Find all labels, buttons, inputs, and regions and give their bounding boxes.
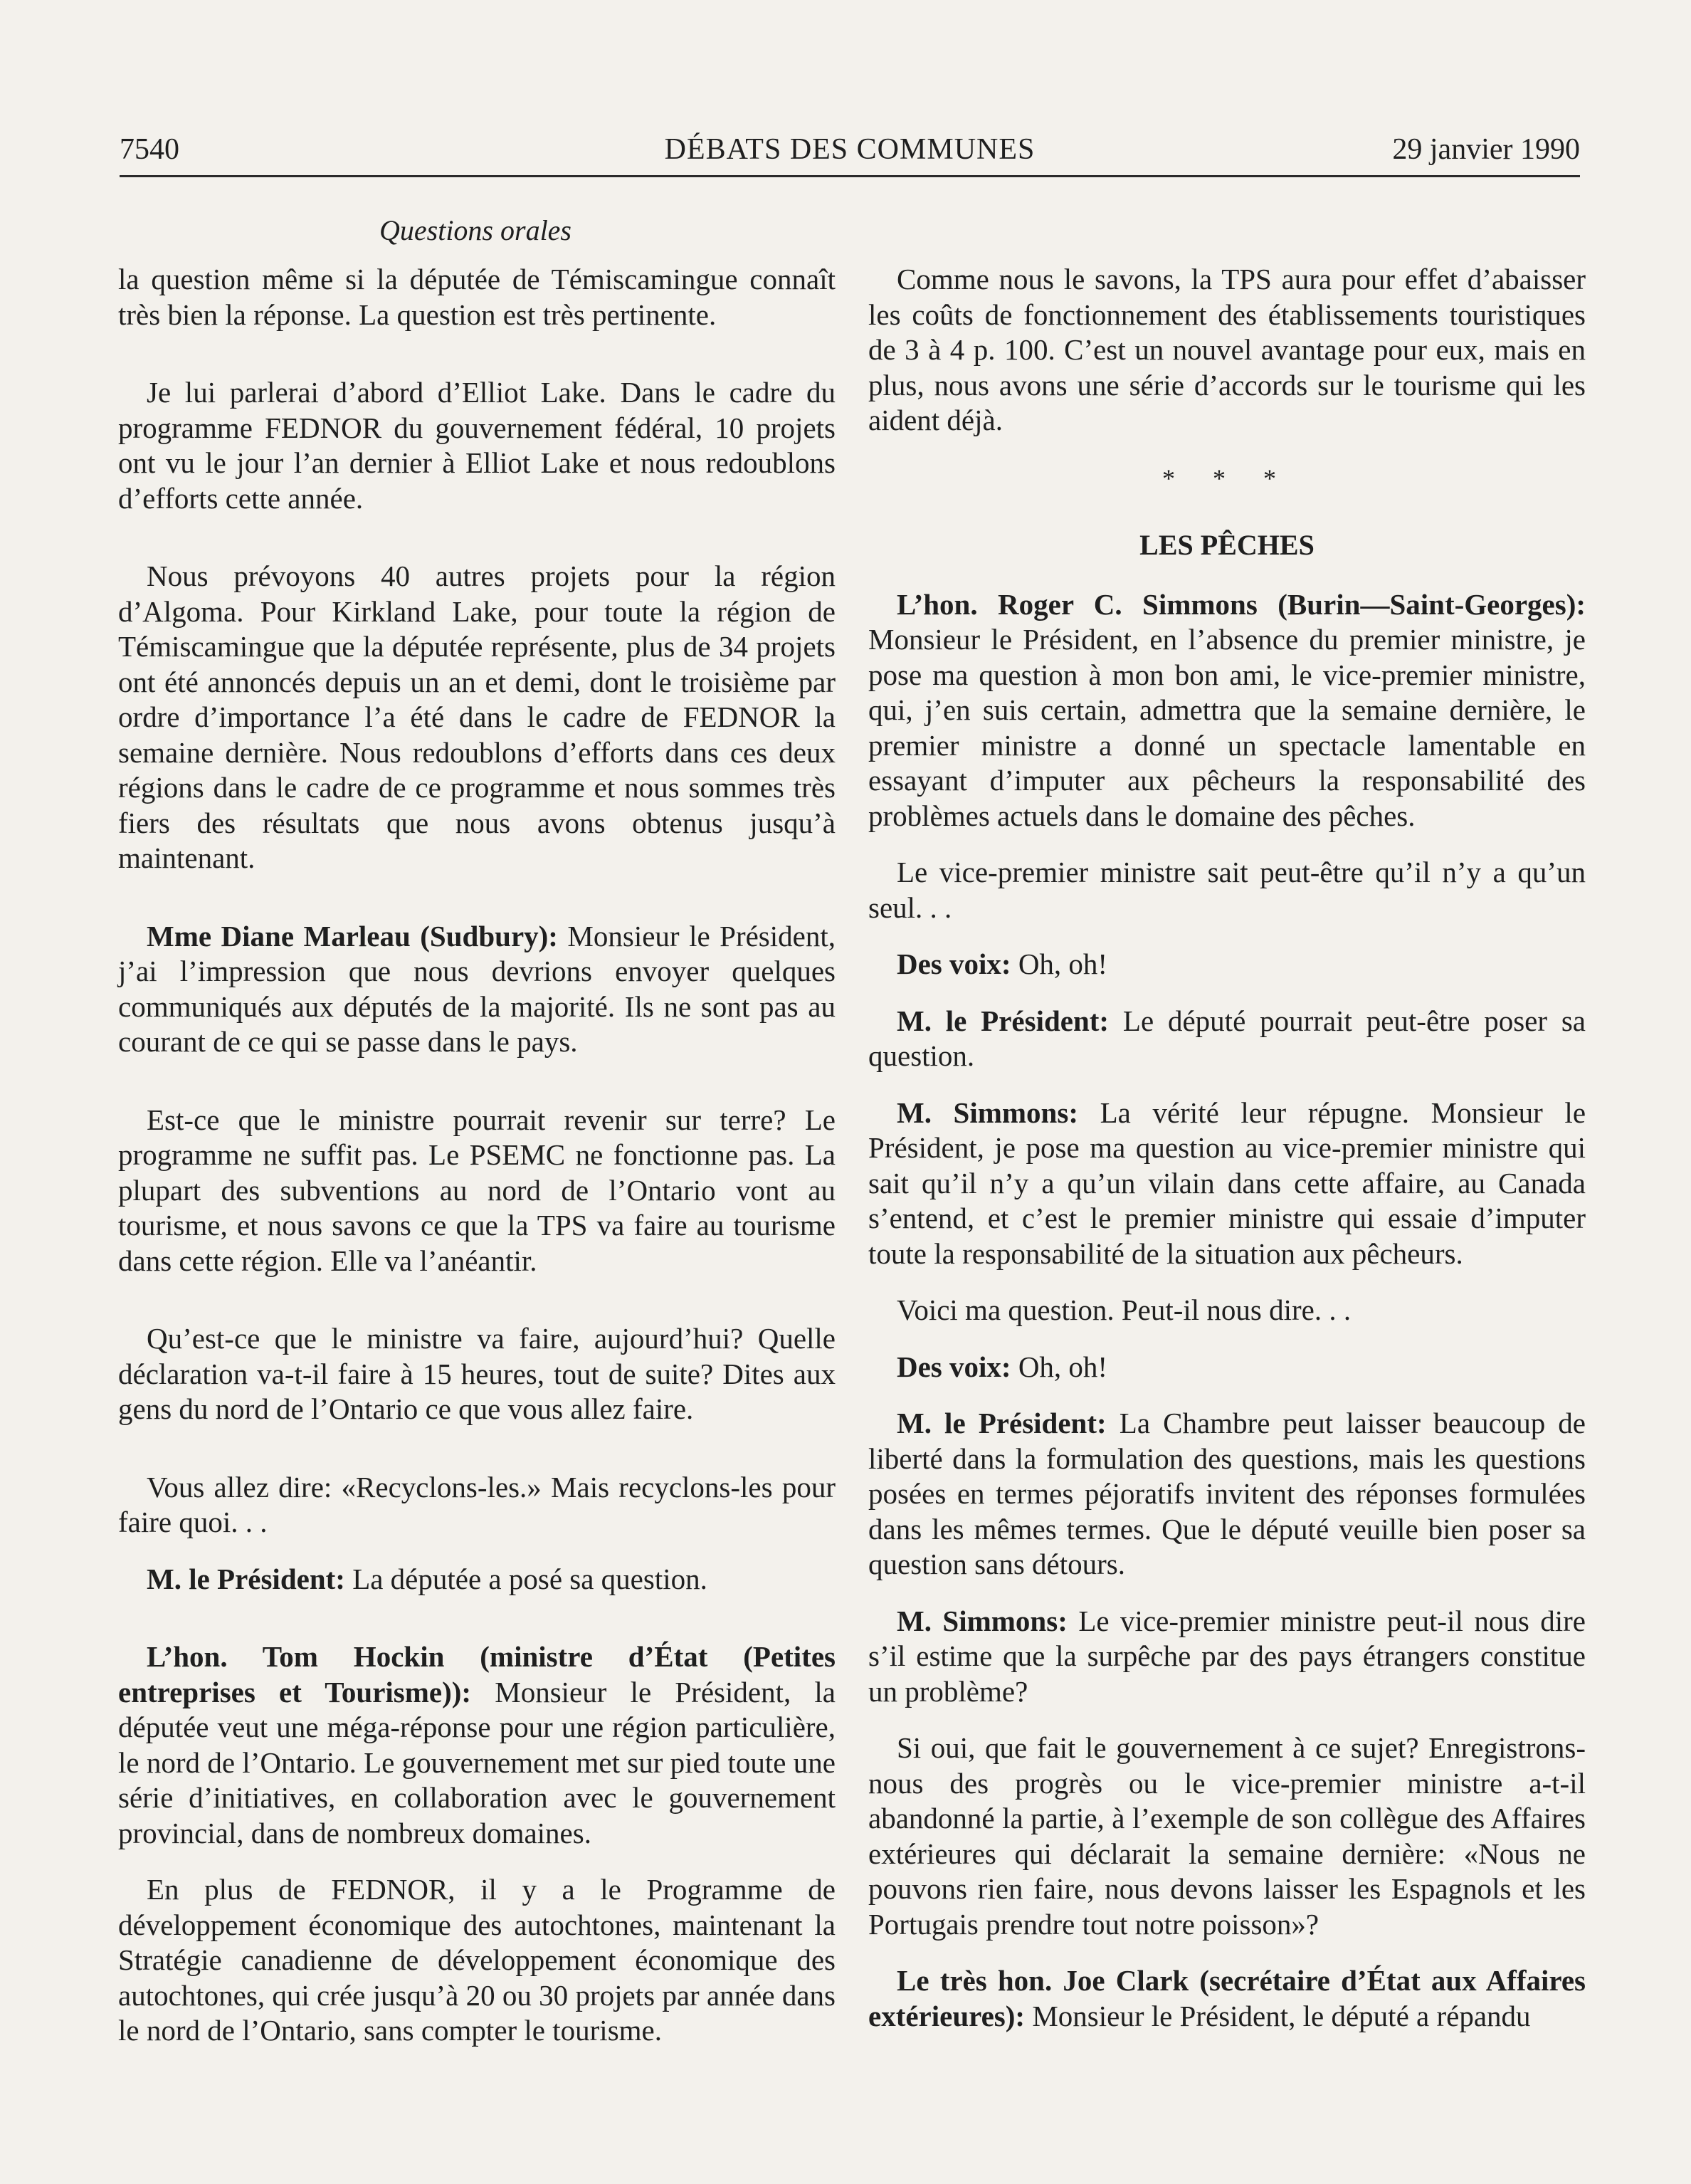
paragraph: Je lui parlerai d’abord d’Elliot Lake. Dans le cadre du programme FEDNOR du gouvernement fédéral, 10 projets ont vu le jour l’an dernier à Elliot Lake et nous redoublons d’efforts cette année. [118, 376, 836, 515]
paragraph: Vous allez dire: «Recyclons-les.» Mais recyclons-les pour faire quoi. . . [118, 1470, 836, 1538]
paragraph: Voici ma question. Peut-il nous dire. . . [897, 1293, 1352, 1326]
intervention [868, 1963, 1586, 2034]
intervention-text: Monsieur le Président, en l’absence du premier ministre, je pose ma question à mon bon ami, le vice-premier ministre, qui, j’en suis certain, admettra que la semaine dernière, le premier ministre a donné un spectacle lamentable en essayant d’imputer aux pêcheurs la responsabilité des problèmes actuels dans le domaine des pêches. [868, 623, 1586, 832]
intervention-text: La Chambre peut laisser beaucoup de liberté dans la formulation des questions, mais les questions posées en termes péjoratifs invitent des réponses formulées dans les mêmes termes. Que le député veuille bien poser sa question sans détours. [868, 1407, 1586, 1580]
intervention-text: La députée a posé sa question. [344, 1562, 707, 1595]
intervention [868, 1096, 1586, 1272]
intervention [118, 919, 836, 1060]
intervention [868, 1004, 1586, 1074]
speaker-name: Le très hon. Joe Clark (secrétaire d’État aux Affaires extérieures): [868, 1964, 1586, 2032]
right-column [868, 262, 1586, 2055]
intervention-text: Le vice-premier ministre peut-il nous dire s’il estime que la surpêche par des pays étrangers constitue un problème? [868, 1604, 1586, 1708]
paragraph: Qu’est-ce que le ministre va faire, aujourd’hui? Quelle déclaration va-t-il faire à 15 heures, tout de suite? Dites aux gens du nord de l’Ontario ce que vous allez faire. [118, 1322, 836, 1425]
paragraph: Est-ce que le ministre pourrait revenir sur terre? Le programme ne suffit pas. Le PSEMC ne fonctionne pas. La plupart des subventions au nord de l’Ontario vont au tourisme, et nous savons ce que la TPS va faire au tourisme dans cette région. Elle va l’anéantir. [118, 1103, 836, 1277]
paragraph: En plus de FEDNOR, il y a le Programme de développement économique des autochtones, maintenant la Stratégie canadienne de développement économique des autochtones, qui crée jusqu’à 20 ou 30 projets par année dans le nord de l’Ontario, sans compter le tourisme. [118, 1873, 836, 2047]
page-header [120, 132, 1580, 177]
intervention [118, 1562, 836, 1597]
intervention-text: Oh, oh! [1011, 947, 1108, 980]
section-separator: * * * [1162, 463, 1292, 493]
intervention-text: Oh, oh! [1011, 1350, 1108, 1383]
speaker-name: Des voix: [897, 947, 1011, 980]
intervention [868, 587, 1586, 834]
intervention [868, 1406, 1586, 1582]
speaker-name: L’hon. Roger C. Simmons (Burin—Saint-Georges): [897, 587, 1586, 621]
publication-title: DÉBATS DES COMMUNES [664, 133, 1036, 166]
left-column [118, 262, 836, 2070]
speaker-name: Des voix: [897, 1350, 1011, 1383]
paragraph: Nous prévoyons 40 autres projets pour la région d’Algoma. Pour Kirkland Lake, pour toute la région de Témiscamingue que la députée représente, plus de 34 projets ont été annoncés depuis un an et demi, dont le troisième par ordre d’importance l’a été dans le cadre de FEDNOR la semaine dernière. Nous redoublons d’efforts dans ces deux régions dans le cadre de ce programme et nous sommes très fiers des résultats que nous avons obtenus jusqu’à maintenant. [118, 560, 836, 874]
page-date: 29 janvier 1990 [1392, 133, 1580, 166]
paragraph: Comme nous le savons, la TPS aura pour effet d’abaisser les coûts de fonctionnement des établissements touristiques de 3 à 4 p. 100. C’est un nouvel avantage pour eux, mais en plus, nous avons une série d’accords sur le tourisme qui les aident déjà. [868, 263, 1586, 436]
speaker-name: M. le Président: [147, 1562, 345, 1595]
speaker-name: M. le Président: [897, 1407, 1107, 1439]
intervention [868, 947, 1586, 982]
intervention-text: Monsieur le Président, le député a répandu [1025, 1999, 1531, 2032]
intervention-text: Monsieur le Président, j’ai l’impression que nous devrions envoyer quelques communiqués aux députés de la majorité. Ils ne sont pas au courant de ce qui se passe dans le pays. [118, 919, 836, 1058]
paragraph: Le vice-premier ministre sait peut-être qu’il n’y a qu’un seul. . . [868, 856, 1586, 924]
intervention [868, 1604, 1586, 1710]
page-number: 7540 [120, 133, 179, 166]
intervention-text: Monsieur le Président, la députée veut une méga-réponse pour une région particulière, le nord de l’Ontario. Le gouvernement met sur pied toute une série d’initiatives, en collaboration avec le gouvernement provincial, dans de nombreux domaines. [118, 1675, 836, 1849]
intervention [868, 1350, 1586, 1385]
intervention-text: Le député pourrait peut-être poser sa question. [868, 1004, 1586, 1072]
paragraph: la question même si la députée de Témiscamingue connaît très bien la réponse. La question est très pertinente. [118, 263, 836, 331]
section-subheading: Questions orales [379, 214, 571, 246]
intervention-text: La vérité leur répugne. Monsieur le Président, je pose ma question au vice-premier ministre qui sait qu’il n’y a qu’un vilain dans cette affaire, au Canada s’entend, et c’est le premier ministre qui essaie d’imputer toute la responsabilité de la situation aux pêcheurs. [868, 1096, 1586, 1270]
speaker-name: M. le Président: [897, 1004, 1110, 1037]
speaker-name: M. Simmons: [897, 1096, 1078, 1129]
paragraph: Si oui, que fait le gouvernement à ce sujet? Enregistrons-nous des progrès ou le vice-premier ministre a-t-il abandonné la partie, à l’exemple de son collègue des Affaires extérieures qui déclarait la semaine dernière: «Nous ne pouvons rien faire, nous devons laisser les Espagnols et les Portugais prendre tout notre poisson»? [868, 1731, 1586, 1941]
speaker-name: Mme Diane Marleau (Sudbury): [147, 919, 558, 952]
speaker-name: M. Simmons: [897, 1604, 1068, 1637]
intervention [118, 1639, 836, 1851]
speaker-name: L’hon. Tom Hockin (ministre d’État (Petites entreprises et Tourisme)): [118, 1640, 836, 1708]
section-title: LES PÊCHES [1139, 529, 1315, 561]
